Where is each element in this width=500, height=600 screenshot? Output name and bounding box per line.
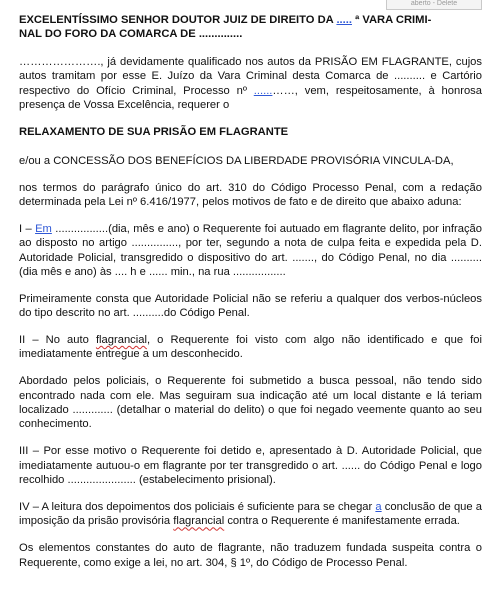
spellcheck-word-2[interactable]: flagrancial xyxy=(173,515,225,528)
section-1-text: .................(dia, mês e ano) o Requerente foi autuado em flagrante delito, por infração ao disposto no artigo ..............., por ter, segundo a nota de culpa feita e expedida pela D. Autoridade Policial, transgredido o dispositivo do art. ......., do Código Penal, no dia .......... (dia mês e ano) às .... h e ...... min., na rua ................. xyxy=(19,222,483,279)
section-4-text-end: contra o Requerente é manifestamente errada. xyxy=(224,515,460,528)
section-4-paragraph xyxy=(19,500,482,529)
top-tab[interactable] xyxy=(386,0,482,10)
process-number-blank[interactable]: ...... xyxy=(253,84,273,97)
a-link[interactable]: a xyxy=(375,500,382,513)
intro-paragraph xyxy=(19,55,482,113)
document-page xyxy=(19,13,482,582)
search-paragraph: Abordado pelos policiais, o Requerente foi submetido a busca pessoal, não tendo sido encontrado nada com ele. Mas seguiram sua indicação até um local distante e lá teriam localizado ............. (detalhar o material do delito) o que foi negado veemente quanto ao seu conhecimento. xyxy=(19,375,482,431)
intro-text-cont: ……, vem, respeitosamente, à honrosa presença de Vossa Excelência, requerer o xyxy=(19,84,482,112)
intro-text: …………………., já devidamente qualificado nos autos da PRISÃO EM FLAGRANTE, cujos autos tramitam por esse E. Juízo da Vara Criminal desta Comarca de .......... e Cartório respectivo do Ofício Criminal, Processo nº xyxy=(19,55,482,97)
vara-number-blank[interactable]: ..... xyxy=(336,14,352,26)
alt-request-paragraph: e/ou a CONCESSÃO DOS BENEFÍCIOS DA LIBERDADE PROVISÓRIA VINCULA-DA, xyxy=(19,154,454,167)
section-4-text-cont: conclusão de que a imposição da prisão provisória xyxy=(19,500,482,528)
section-1-paragraph xyxy=(19,222,482,280)
em-link[interactable]: Em xyxy=(35,222,52,235)
section-1-number: I – xyxy=(19,222,36,235)
final-paragraph: Os elementos constantes do auto de flagrante, não traduzem fundada suspeita contra o Requerente, como exige a lei, no art. 304, § 1º, do Código de Processo Penal. xyxy=(19,542,482,569)
section-3-paragraph: III – Por esse motivo o Requerente foi detido e, apresentado à D. Autoridade Policial, que imediatamente autuou-o em flagrante por ter transgredido o art. ...... do Código Penal e logo recolhido ...................... (estabelecimento prisional). xyxy=(19,445,482,487)
court-header xyxy=(19,13,482,42)
spellcheck-word[interactable]: flagrancial xyxy=(95,334,147,347)
first-consideration-paragraph: Primeiramente consta que Autoridade Policial não se referiu a qualquer dos verbos-núcleos do tipo descrito no art. ..........do Código Penal. xyxy=(19,292,482,320)
legal-basis-paragraph: nos termos do parágrafo único do art. 310 do Código Processo Penal, com a redação determinada pela Lei nº 6.416/1977, pelos motivos de fato e de direito que abaixo aduna: xyxy=(19,181,482,209)
section-2-text: II – No auto xyxy=(19,334,96,347)
section-2-text-cont: , o Requerente foi visto com algo não identificado e que foi imediatamente entregue a um desconhecido. xyxy=(19,334,483,361)
court-header-line2: NAL DO FORO DA COMARCA DE .............. xyxy=(19,28,243,41)
court-header-text-cont: ª VARA CRIMI- xyxy=(351,14,432,26)
section-2-paragraph xyxy=(19,333,482,362)
court-header-line1 xyxy=(19,14,431,26)
court-header-text: EXCELENTÍSSIMO SENHOR DOUTOR JUIZ DE DIREITO DA xyxy=(19,14,337,26)
section-4-text: IV – A leitura dos depoimentos dos policiais é suficiente para se chegar xyxy=(19,500,376,513)
request-heading: RELAXAMENTO DE SUA PRISÃO EM FLAGRANTE xyxy=(19,126,289,139)
top-tab-label: aberto - Delete xyxy=(410,0,458,7)
